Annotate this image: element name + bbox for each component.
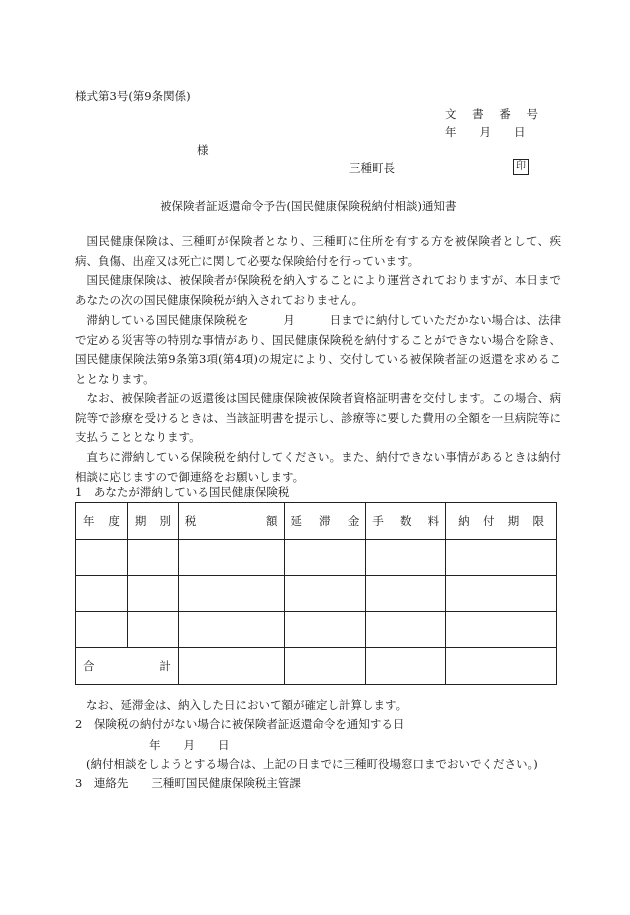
cell-period	[127, 576, 178, 612]
paragraph-unpaid-notice: 国民健康保険は、被保険者が保険税を納入することにより運営されておりますが、本日まであなたの次の国民健康保険税が納入されておりません。	[75, 273, 561, 307]
cell-late-fee	[284, 540, 366, 576]
column-header-tax-amount: 税 額	[178, 503, 284, 540]
form-number: 様式第3号(第9条関係)	[75, 89, 191, 103]
cell-handling-fee	[366, 540, 446, 576]
total-late-fee	[284, 648, 366, 685]
p3-text-a: 滞納している国民健康保険税を	[86, 313, 249, 327]
column-header-year: 年 度	[76, 503, 128, 540]
document-number-label: 文 書 番 号	[445, 107, 544, 121]
cell-year	[76, 540, 128, 576]
table-row	[76, 612, 557, 648]
cell-tax-amount	[178, 612, 284, 648]
table-row	[76, 540, 557, 576]
table-header-row	[76, 503, 557, 540]
section2-heading: 2 保険税の納付がない場合に被保険者証返還命令を通知する日	[75, 717, 405, 731]
issuer-name: 三種町長	[349, 161, 395, 175]
p3-text-b: 日までに納付していただかない場合は、法律で定める災害等の特別な事情があり、国民健康保険税を納付することができない場合を除き、国民健康保険法第9条第3項(第4項)の規定により、交付している被保険者証の返還を求めることとなります。	[75, 313, 562, 386]
paragraph-insurer-description: 国民健康保険は、三種町が保険者となり、三種町に住所を有する方を被保険者として、疾病、負傷、出産又は死亡に関して必要な保険給付を行っています。	[75, 234, 561, 268]
addressee-suffix: 様	[197, 143, 209, 157]
document-number	[445, 106, 544, 122]
cell-due-date	[446, 576, 557, 612]
total-label-cell: 合 計	[76, 648, 179, 685]
cell-handling-fee	[366, 612, 446, 648]
cell-late-fee	[284, 612, 366, 648]
table-row	[76, 576, 557, 612]
contact-department: 三種町国民健康保険税主管課	[151, 776, 301, 790]
arrears-table	[75, 502, 557, 685]
section1-heading: 1 あなたが滞納している国民健康保険税	[75, 485, 290, 499]
total-handling-fee	[366, 648, 446, 685]
column-header-late-fee: 延 滞 金	[284, 503, 366, 540]
late-fee-note: なお、延滞金は、納入した日において額が確定し計算します。	[86, 698, 408, 712]
revocation-notice-date: 年 月 日	[149, 738, 230, 752]
cell-period	[127, 540, 178, 576]
cell-year	[76, 612, 128, 648]
cell-tax-amount	[178, 576, 284, 612]
paragraph-certificate-notice: なお、被保険者証の返還後は国民健康保険被保険者資格証明書を交付します。この場合、病院等で診療を受けるときは、当該証明書を提示し、診療等に要した費用の全額を一旦病院等に支払うこととなります。	[75, 391, 561, 445]
cell-handling-fee	[366, 576, 446, 612]
paragraph-return-warning	[75, 311, 561, 389]
column-header-handling-fee: 手 数 料	[366, 503, 446, 540]
section3-heading: 3 連絡先	[75, 776, 129, 790]
column-header-due-date: 納 付 期 限	[446, 503, 557, 540]
cell-due-date	[446, 612, 557, 648]
document-title: 被保険者証返還命令予告(国民健康保険税納付相談)通知書	[160, 199, 457, 213]
consultation-note: (納付相談をしようとする場合は、上記の日までに三種町役場窓口までおいでください。)	[86, 757, 538, 771]
total-due-date	[446, 648, 557, 685]
cell-late-fee	[284, 576, 366, 612]
paragraph-payment-request: 直ちに滞納している保険税を納付してください。また、納付できない事情があるときは納付相談に応じますので御連絡をお願いします。	[75, 450, 561, 484]
cell-due-date	[446, 540, 557, 576]
cell-year	[76, 576, 128, 612]
column-header-period: 期 別	[127, 503, 178, 540]
section3-contact	[75, 775, 301, 791]
cell-period	[127, 612, 178, 648]
table-total-row	[76, 648, 557, 685]
p3-month: 月	[283, 313, 295, 327]
total-tax-amount	[178, 648, 284, 685]
cell-tax-amount	[178, 540, 284, 576]
seal-stamp: 印	[513, 159, 529, 175]
issue-date: 年 月 日	[445, 125, 526, 139]
